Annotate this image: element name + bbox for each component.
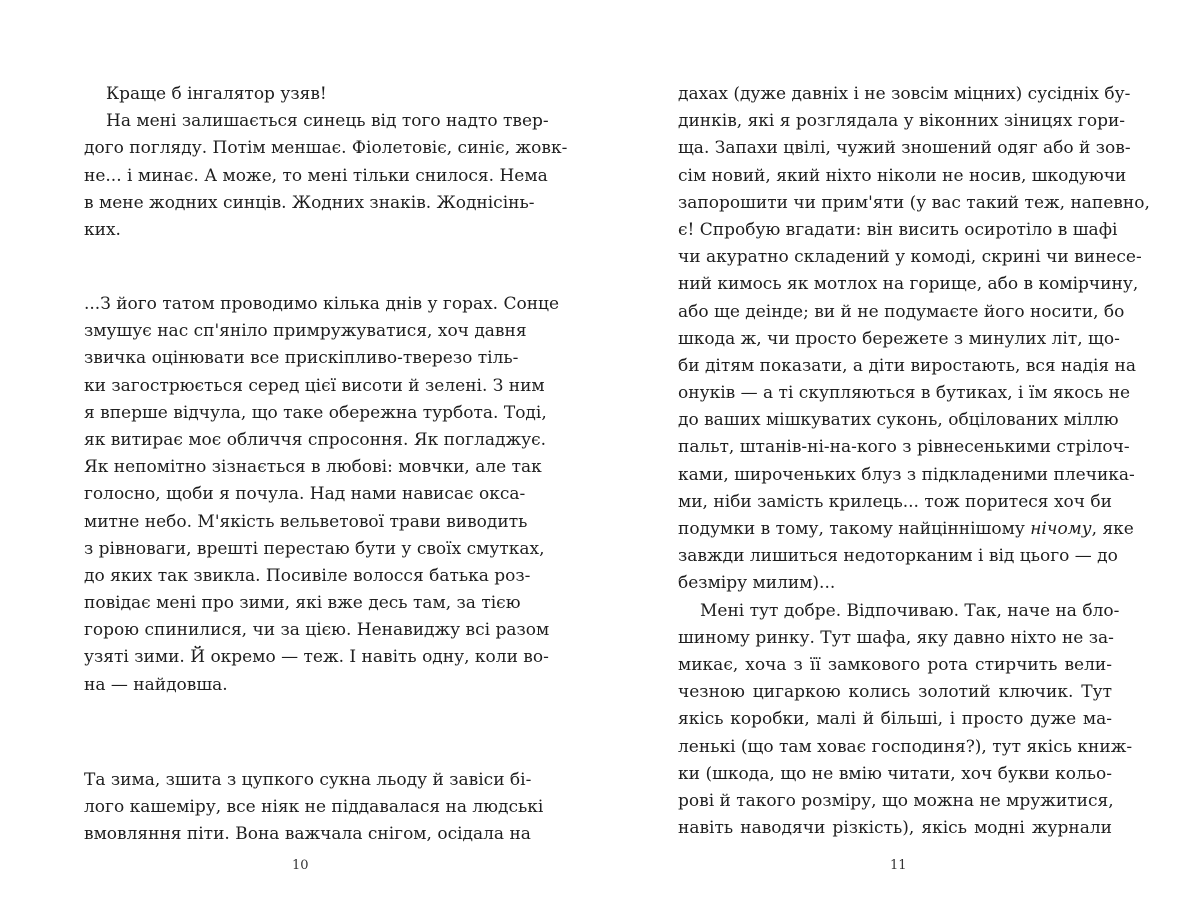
text-line: запорошити чи прим'яти (у вас такий теж, напевно, [678,192,1150,213]
text-line: ленькі (що там ховає господиня?), тут якісь книж- [678,736,1133,757]
text-line: узяті зими. Й окремо — теж. І навіть одну, коли во- [84,647,549,668]
text-line: дахах (дуже давніх і не зовсім міцних) сусідніх бу- [678,84,1131,104]
page-number: 11 [890,858,907,873]
text-line: шкода ж, чи просто бережете з минулих літ, що- [678,328,1120,349]
text-line: змушує нас сп'яніло примружуватися, хоч давня [84,321,527,342]
text-run: подумки в тому, такому найціннішому [678,519,1031,539]
text-line: ний кимось як мотлох на горище, або в комірчину, [678,274,1139,295]
text-line: чезною цигаркою колись золотий ключик. Тут [678,682,1112,703]
text-line-italic [678,516,1134,543]
left-paragraph-1 [84,81,568,244]
text-line: Мені тут добре. Відпочиваю. Так, наче на бло- [700,600,1120,621]
text-line: сім новий, який ніхто ніколи не носив, шкодуючи [678,165,1127,186]
text-line: На мені залишається синець від того надто твер- [106,111,549,132]
text-line: рові й такого розміру, що можна не мружитися, [678,790,1114,811]
text-line: Та зима, зшита з цупкого сукна льоду й завіси бі- [84,770,532,790]
text-line: не... і минає. А може, то мені тільки снилося. Нема [84,165,548,186]
text-line: митне небо. М'якість вельветової трави виводить [84,511,528,532]
italic-word: нічому [1030,519,1092,539]
right-page [599,0,1198,916]
text-line: горою спинилися, чи за цією. Ненавиджу всі разом [84,620,550,641]
left-paragraph-4 [84,767,544,849]
text-line: ки загострюється серед цієї висоти й зелені. З ним [84,375,545,396]
text-line: або ще деінде; ви й не подумаєте його носити, бо [678,301,1125,322]
text-line: до ваших мішкуватих суконь, обціловaних міллю [678,410,1119,431]
text-line: завжди лишиться недоторканим і від цього — до [678,546,1118,567]
text-line: динків, які я розглядала у віконних зіницях гори- [678,111,1126,132]
left-paragraph-3 [84,291,560,699]
text-line: ...З його татом проводимо кілька днів у горах. Сонце [84,294,560,314]
text-line: ки (шкода, що не вмію читати, хоч букви кольо- [678,763,1112,784]
text-line: дого погляду. Потім меншає. Фіолетовіє, синіє, жовк- [84,138,568,159]
text-line: ми, ніби замість крилець... тож поритеся хоч би [678,491,1112,512]
text-line: Краще б інгалятор узяв! [106,84,327,104]
text-line: навіть наводячи різкість), якісь модні журнали [678,818,1112,839]
text-line: вмовляння піти. Вона важчала снігом, осідала на [84,824,531,845]
page-number: 10 [292,858,309,873]
text-line: є! Спробую вгадати: він висить осиротіло в шафі [678,219,1118,240]
text-line: голосно, щоби я почула. Над нами нависає оксa- [84,484,526,505]
text-line: я вперше відчула, що таке обережна турбота. Тоді, [84,402,547,423]
text-line: шиному ринку. Тут шафа, яку давно ніхто не за- [678,627,1114,648]
text-line: микає, хоча з її замкового рота стирчить вели- [678,654,1112,675]
text-line: на — найдовша. [84,674,228,695]
text-line: онуків — а ті скупляються в бутиках, і їм якось не [678,383,1131,404]
text-line: пальт, штанів-ні-на-кого з рівнесенькими стрілоч- [678,437,1130,458]
text-line: Як непомітно зізнається в любові: мовчки, але так [84,457,542,478]
text-line: як витирає моє обличчя спросоння. Як погладжує. [84,429,547,450]
text-line: повідає мені про зими, які вже десь там, за тією [84,593,521,614]
text-line: безміру милим)... [678,573,836,594]
text-line: в мене жодних синців. Жодних знаків. Жоднісінь- [84,192,535,213]
text-line: звичка оцінювати все прискіпливо-тверезо тіль- [84,348,519,369]
text-line: ких. [84,219,121,240]
text-line: якісь коробки, малі й більші, і просто дуже ма- [678,709,1112,730]
text-line: ща. Запахи цвілі, чужий зношений одяг або й зов- [678,138,1131,159]
text-line: лого кашеміру, все ніяк не піддавалася на людські [84,797,544,818]
text-line: до яких так звикла. Посивіле волосся батька роз- [84,565,531,586]
right-paragraph-1 [678,81,1150,842]
text-line: з рівноваги, врешті перестаю бути у своїх смутках, [84,538,545,559]
text-line: чи акуратно складений у комоді, скрині чи винесе- [678,247,1142,268]
text-line: би дітям показати, а діти виростають, вся надія на [678,355,1137,376]
text-line: ками, широченьких блуз з підкладеними плечика- [678,464,1135,485]
text-run: , яке [1091,519,1134,539]
